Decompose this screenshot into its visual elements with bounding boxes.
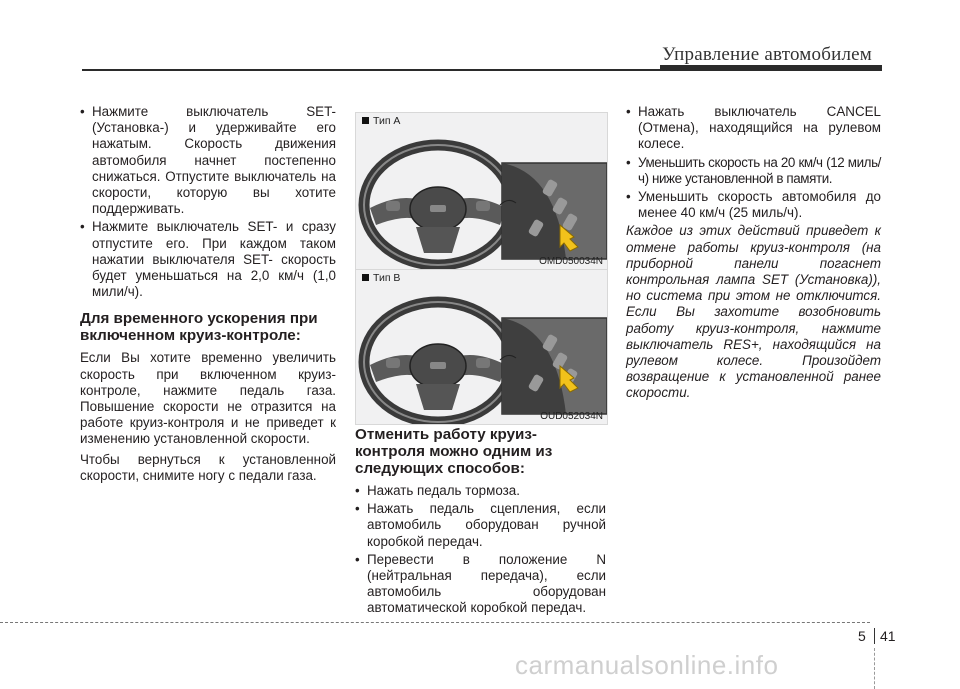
figure-steering-wheel-type-a xyxy=(355,112,608,270)
figure-label-text: Тип А xyxy=(373,115,401,127)
watermark: carmanualsonline.info xyxy=(515,650,779,680)
footer-rule xyxy=(0,622,870,623)
bullet-list-cancel-more xyxy=(626,104,881,221)
bullet-item: • Нажмите выключатель SET- и сразу отпустите его. При каждом таком нажатии выключателя SET- скорость будет уменьшаться на 2,0 км/ч (1,0 мили/ч). xyxy=(80,219,336,300)
paragraph: Чтобы вернуться к установленной скорости, снимите ногу с педали газа. xyxy=(80,451,336,483)
steering-wheel-illustration xyxy=(356,270,607,424)
square-bullet-icon xyxy=(362,117,369,124)
bullet-item: • Перевести в положение N (нейтральная передача), если автомобиль оборудован автоматической коробкой передач. xyxy=(355,552,606,617)
bullet-item: • Нажать педаль тормоза. xyxy=(355,483,606,499)
figure-steering-wheel-type-b xyxy=(355,269,608,425)
bullet-list-cancel-methods xyxy=(355,483,606,617)
page-divider-dashed xyxy=(874,648,876,689)
bullet-item: • Уменьшить скорость на 20 км/ч (12 миль/ч) ниже установленной в памяти. xyxy=(626,155,881,187)
italic-note: Каждое из этих действий приведет к отмене работы круиз-контроля (на приборной панели погаснет контрольная лампа SET (Установка)), но система при этом не отключится. Если Вы захотите возобновить работу круиз-контроля, нажмите выключатель RES+, находящийся на рулевом колесе. Произойдет возвращение к установленной ранее скорости. xyxy=(626,223,881,401)
header-rule-accent xyxy=(660,65,882,71)
figure-code: OMD050034N xyxy=(539,256,603,267)
bullet-item: • Уменьшить скорость автомобиля до менее 40 км/ч (25 миль/ч). xyxy=(626,189,881,221)
figure-label-text: Тип В xyxy=(373,272,401,284)
page-divider xyxy=(874,628,875,644)
column-middle xyxy=(355,426,606,619)
section-heading-acceleration: Для временного ускорения при включенном круиз-контроле: xyxy=(80,310,318,345)
square-bullet-icon xyxy=(362,274,369,281)
section-heading-cancel: Отменить работу круиз-контроля можно одним из следующих способов: xyxy=(355,426,553,477)
figure-code: OUD052034N xyxy=(540,411,603,422)
section-number: 5 xyxy=(858,628,866,644)
figure-label xyxy=(362,272,400,284)
steering-wheel-illustration xyxy=(356,113,607,269)
page-number: 41 xyxy=(880,628,896,644)
bullet-list-speed-decrease xyxy=(80,104,336,300)
column-left xyxy=(80,104,336,488)
bullet-item: • Нажать выключатель CANCEL (Отмена), находящийся на рулевом колесе. xyxy=(626,104,881,153)
figure-label xyxy=(362,115,400,127)
bullet-item: • Нажмите выключатель SET- (Установка-) и удерживайте его нажатым. Скорость движения автомобиля начнет постепенно снижаться. Отпустите выключатель на скорости, которую вы хотите поддерживать. xyxy=(80,104,336,217)
column-right xyxy=(626,104,881,402)
page-header-title: Управление автомобилем xyxy=(662,44,872,65)
paragraph: Если Вы хотите временно увеличить скорость при включенном круиз-контроле, нажмите педаль газа. Повышение скорости не отразится на работе круиз-контроля и не приведет к изменению установленной скорости. xyxy=(80,350,336,447)
bullet-item: • Нажать педаль сцепления, если автомобиль оборудован ручной коробкой передач. xyxy=(355,501,606,550)
